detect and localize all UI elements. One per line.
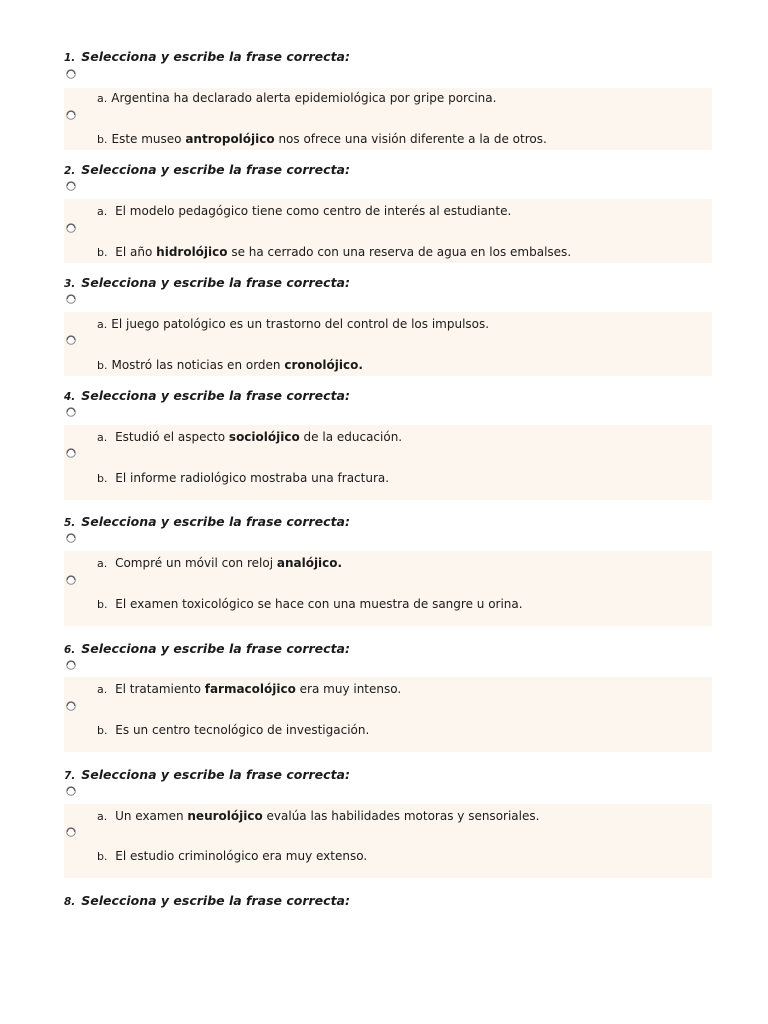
option-text: Argentina ha declarado alerta epidemiológica por gripe porcina. xyxy=(111,91,497,105)
option-text: El examen toxicológico se hace con una muestra de sangre u orina. xyxy=(111,597,523,611)
question-2-option-a-radio[interactable] xyxy=(66,181,76,191)
option-bold-word: neurolójico xyxy=(187,809,263,823)
option-letter: b. xyxy=(97,724,108,737)
question-6-option-a[interactable] xyxy=(97,682,401,696)
question-prompt: Selecciona y escribe la frase correcta: xyxy=(81,893,350,908)
option-bold-word: sociolójico xyxy=(228,430,300,444)
question-4-option-b[interactable] xyxy=(97,471,389,485)
option-text-tail: se ha cerrado con una reserva de agua en los embalses. xyxy=(227,245,572,259)
question-2-option-a[interactable] xyxy=(97,204,511,218)
option-bold-word: hidrolójico xyxy=(156,245,228,259)
option-letter: a. xyxy=(97,557,108,570)
question-2-option-b[interactable] xyxy=(97,245,571,259)
option-letter: b. xyxy=(97,850,108,863)
question-4-option-b-radio[interactable] xyxy=(66,448,76,458)
question-5-heading xyxy=(64,514,350,529)
question-prompt: Selecciona y escribe la frase correcta: xyxy=(81,641,350,656)
option-text: El tratamiento xyxy=(111,682,205,696)
question-4-option-a-radio[interactable] xyxy=(66,407,76,417)
option-text: El estudio criminológico era muy extenso. xyxy=(111,849,368,863)
question-number: 8. xyxy=(64,896,76,908)
option-letter: b. xyxy=(97,472,108,485)
option-text-tail: de la educación. xyxy=(299,430,403,444)
option-text: Un examen xyxy=(111,809,188,823)
option-letter: a. xyxy=(97,92,108,105)
question-6-option-b[interactable] xyxy=(97,723,369,737)
option-letter: a. xyxy=(97,205,108,218)
option-text: Es un centro tecnológico de investigación. xyxy=(111,723,370,737)
option-text: El modelo pedagógico tiene como centro de interés al estudiante. xyxy=(111,204,512,218)
question-prompt: Selecciona y escribe la frase correcta: xyxy=(81,162,350,177)
question-5-option-b[interactable] xyxy=(97,597,523,611)
question-7-option-a[interactable] xyxy=(97,809,539,823)
question-6-option-a-radio[interactable] xyxy=(66,660,76,670)
option-text: Estudió el aspecto xyxy=(111,430,229,444)
option-bold-word: cronolójico. xyxy=(284,358,363,372)
option-text-tail: era muy intenso. xyxy=(295,682,402,696)
option-text: El año xyxy=(111,245,157,259)
question-7-option-b-radio[interactable] xyxy=(66,827,76,837)
option-text: El juego patológico es un trastorno del control de los impulsos. xyxy=(111,317,490,331)
question-1-option-b-radio[interactable] xyxy=(66,110,76,120)
option-letter: b. xyxy=(97,598,108,611)
question-prompt: Selecciona y escribe la frase correcta: xyxy=(81,514,350,529)
option-letter: a. xyxy=(97,318,108,331)
question-3-option-a[interactable] xyxy=(97,317,489,331)
question-1-option-b[interactable] xyxy=(97,132,547,146)
question-prompt: Selecciona y escribe la frase correcta: xyxy=(81,388,350,403)
question-4-heading xyxy=(64,388,350,403)
option-text-tail: evalúa las habilidades motoras y sensoriales. xyxy=(262,809,540,823)
option-letter: a. xyxy=(97,810,108,823)
option-letter: b. xyxy=(97,246,108,259)
question-1-heading xyxy=(64,49,350,64)
question-6-heading xyxy=(64,641,350,656)
question-3-option-b[interactable] xyxy=(97,358,363,372)
question-6-option-b-radio[interactable] xyxy=(66,701,76,711)
question-5-option-a[interactable] xyxy=(97,556,342,570)
question-7-heading xyxy=(64,767,350,782)
question-1-option-a[interactable] xyxy=(97,91,496,105)
question-2-heading xyxy=(64,162,350,177)
question-prompt: Selecciona y escribe la frase correcta: xyxy=(81,49,350,64)
question-number: 4. xyxy=(64,391,76,403)
question-5-option-a-radio[interactable] xyxy=(66,533,76,543)
question-number: 5. xyxy=(64,517,76,529)
question-3-heading xyxy=(64,275,350,290)
option-text-tail: nos ofrece una visión diferente a la de otros. xyxy=(274,132,547,146)
question-4-option-a[interactable] xyxy=(97,430,402,444)
question-number: 3. xyxy=(64,278,76,290)
question-prompt: Selecciona y escribe la frase correcta: xyxy=(81,767,350,782)
option-text: Este museo xyxy=(111,132,186,146)
question-8-heading xyxy=(64,893,350,908)
option-bold-word: antropolójico xyxy=(185,132,275,146)
option-letter: b. xyxy=(97,133,108,146)
question-1-option-a-radio[interactable] xyxy=(66,69,76,79)
question-prompt: Selecciona y escribe la frase correcta: xyxy=(81,275,350,290)
option-letter: b. xyxy=(97,359,108,372)
question-number: 1. xyxy=(64,52,76,64)
option-bold-word: farmacolójico xyxy=(204,682,296,696)
question-3-option-a-radio[interactable] xyxy=(66,294,76,304)
question-3-option-b-radio[interactable] xyxy=(66,335,76,345)
question-7-option-a-radio[interactable] xyxy=(66,786,76,796)
question-7-option-b[interactable] xyxy=(97,849,367,863)
question-number: 6. xyxy=(64,644,76,656)
option-text: El informe radiológico mostraba una fractura. xyxy=(111,471,390,485)
option-bold-word: analójico. xyxy=(276,556,343,570)
option-text: Mostró las noticias en orden xyxy=(111,358,285,372)
option-letter: a. xyxy=(97,683,108,696)
question-5-option-b-radio[interactable] xyxy=(66,575,76,585)
question-number: 7. xyxy=(64,770,76,782)
question-2-option-b-radio[interactable] xyxy=(66,223,76,233)
question-number: 2. xyxy=(64,165,76,177)
option-letter: a. xyxy=(97,431,108,444)
option-text: Compré un móvil con reloj xyxy=(111,556,277,570)
